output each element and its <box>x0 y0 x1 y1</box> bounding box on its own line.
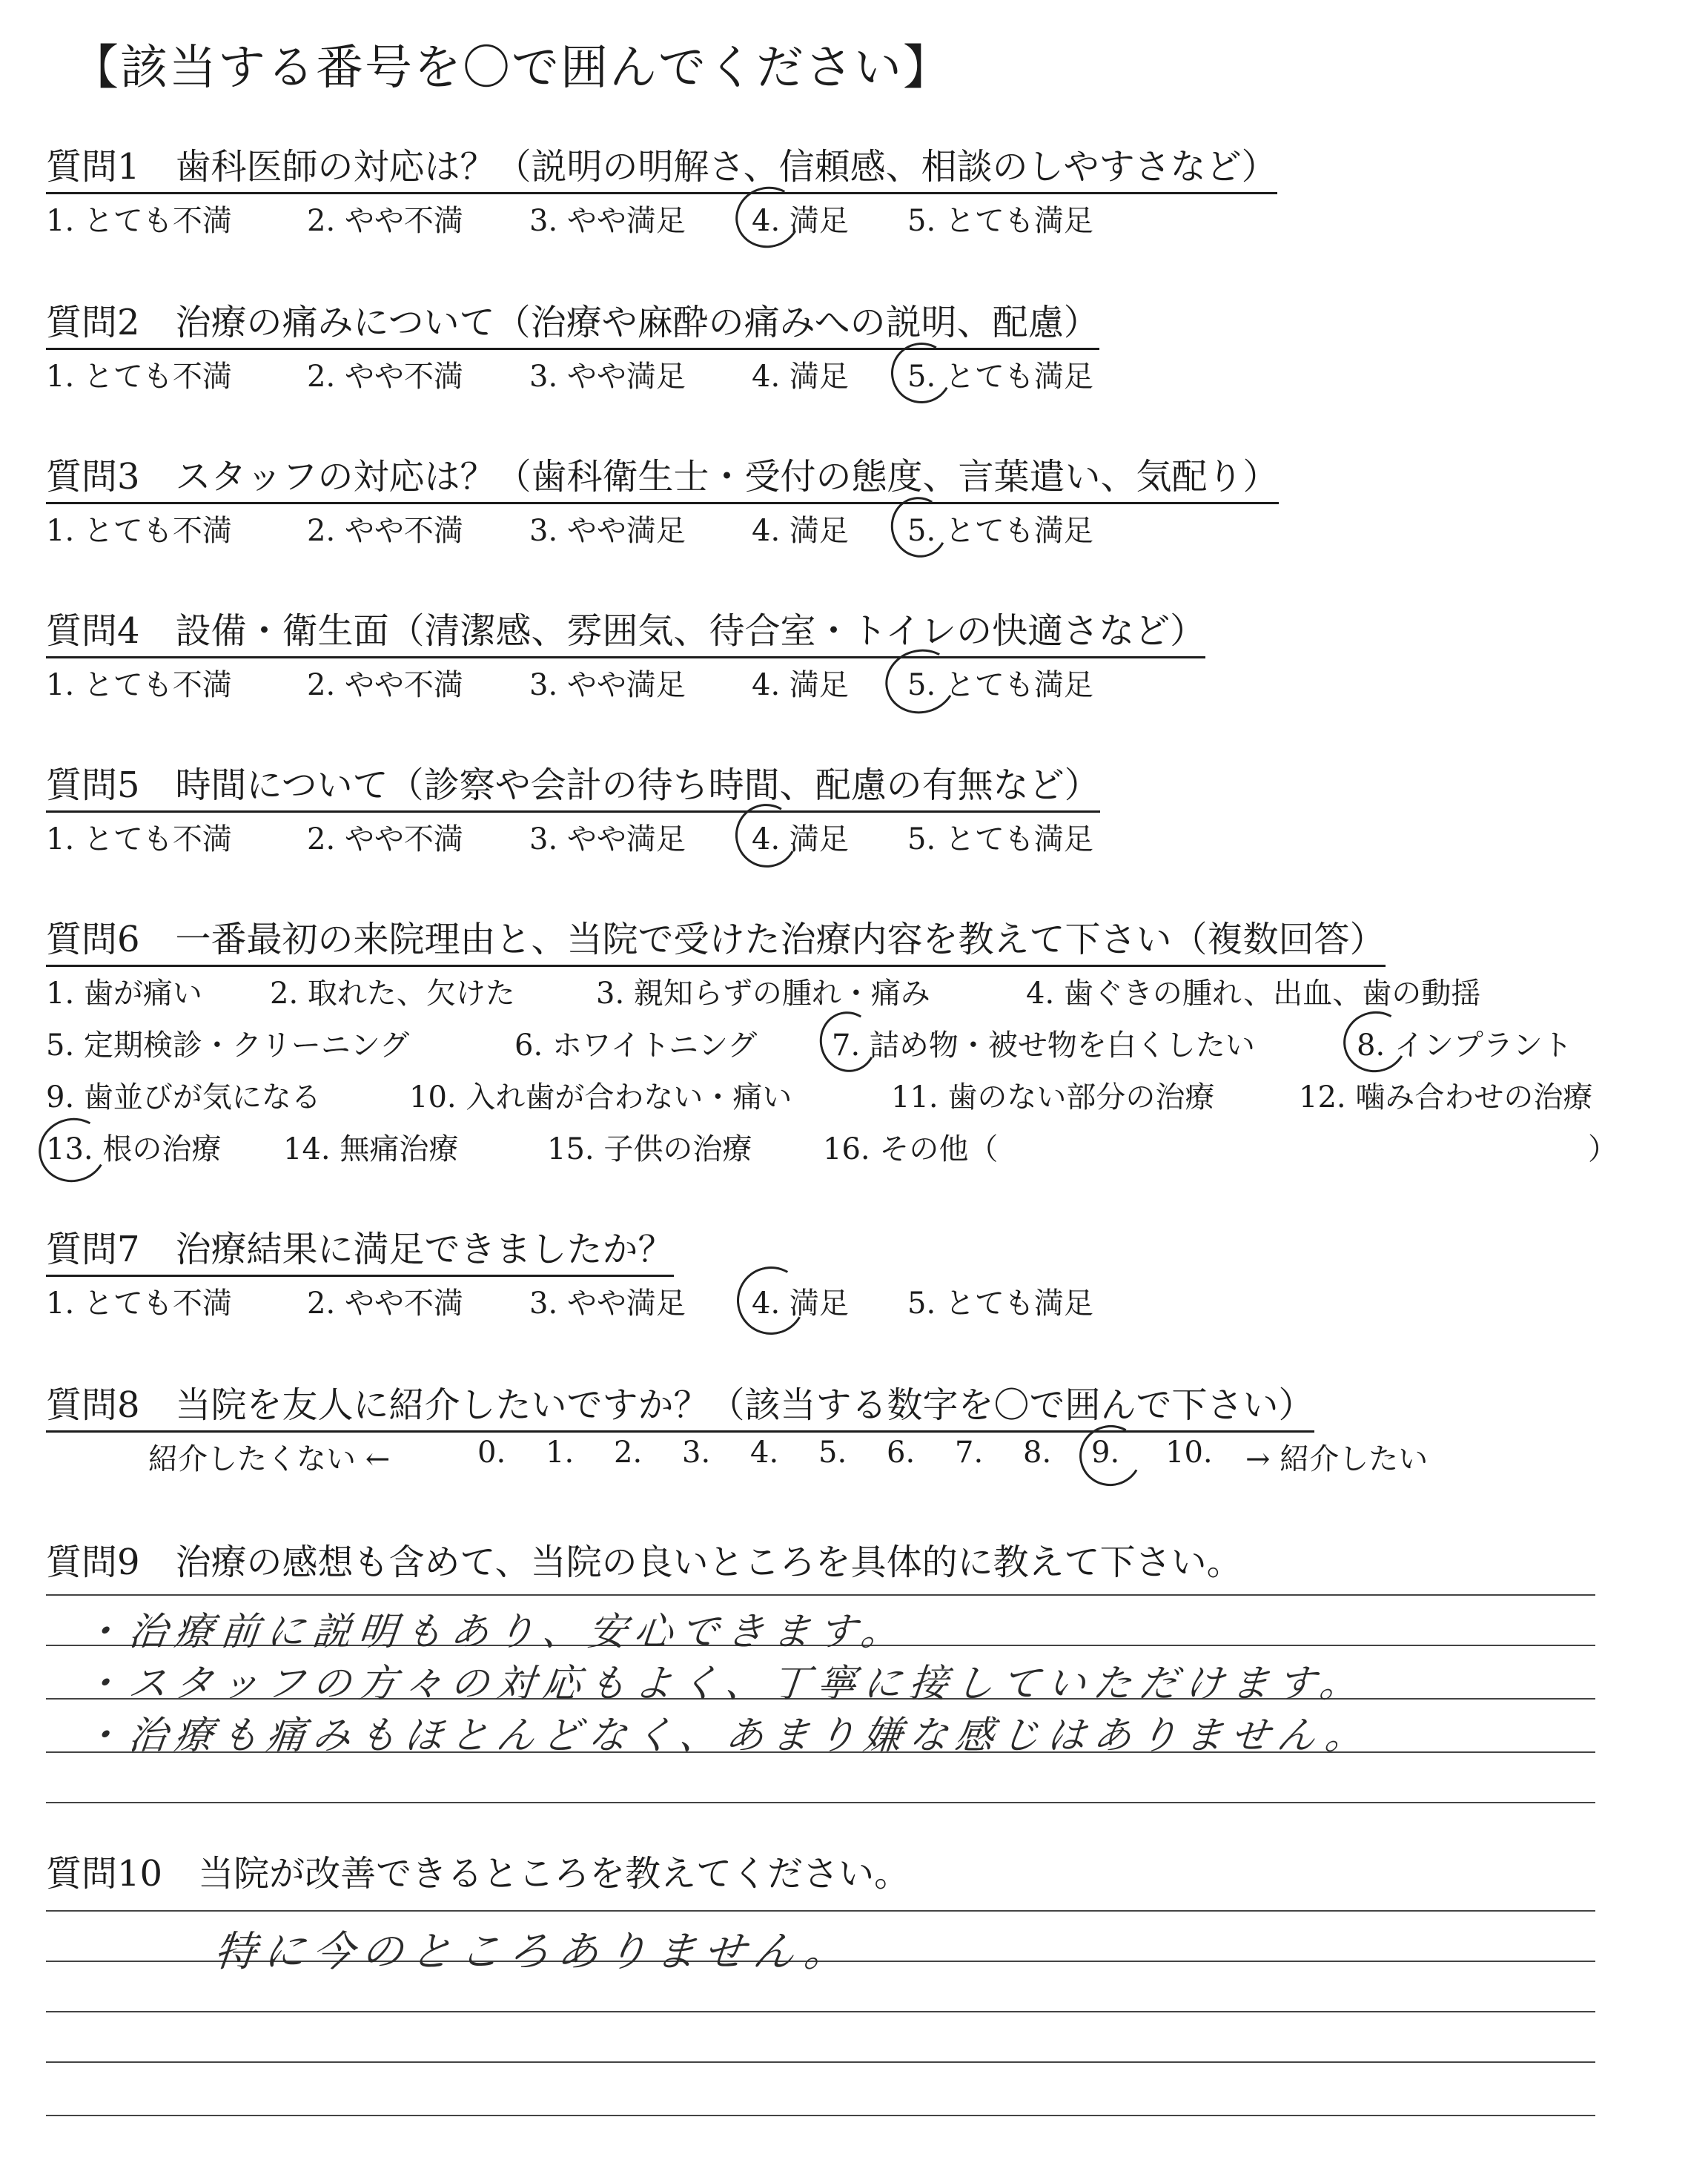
q3-option-4[interactable]: 4. 満足 <box>752 514 849 548</box>
q7-option-4[interactable]: 4. 満足 <box>752 1287 849 1321</box>
q9-answer-line-5 <box>46 1802 1595 1803</box>
q8-score-2[interactable]: 2. <box>614 1436 643 1470</box>
q9-answer-1: ・治療前に説明もあり、安心できます。 <box>80 1610 910 1654</box>
q6-other-close-paren: ） <box>1588 1132 1618 1166</box>
q7-option-1[interactable]: 1. とても不満 <box>46 1287 232 1321</box>
question-8-scale <box>148 1436 1557 1477</box>
q10-answer-line-1 <box>46 1910 1595 1912</box>
question-6-row-1 <box>46 970 1677 1011</box>
q9-answer-3: ・治療も痛みもほとんどなく、あまり嫌な感じはありません。 <box>80 1714 1374 1758</box>
q6-option-7[interactable]: 7. 詰め物・被せ物を白くしたい <box>832 1028 1255 1063</box>
q2-option-5[interactable]: 5. とても満足 <box>907 360 1093 394</box>
q2-option-2[interactable]: 2. やや不満 <box>307 360 463 394</box>
q4-option-3[interactable]: 3. やや満足 <box>529 668 686 702</box>
question-3-options <box>46 507 1677 549</box>
q8-score-9[interactable]: 9. <box>1091 1436 1120 1470</box>
q3-option-3[interactable]: 3. やや満足 <box>529 514 686 548</box>
q8-score-1[interactable]: 1. <box>546 1436 575 1470</box>
q6-option-8[interactable]: 8. インプラント <box>1357 1028 1572 1063</box>
q6-option-11[interactable]: 11. 歯のない部分の治療 <box>891 1080 1215 1114</box>
q6-option-1[interactable]: 1. 歯が痛い <box>46 977 202 1011</box>
q5-option-1[interactable]: 1. とても不満 <box>46 822 232 856</box>
q1-option-4[interactable]: 4. 満足 <box>752 204 849 238</box>
q9-answer-2: ・スタッフの方々の対応もよく、丁寧に接していただけます。 <box>80 1662 1368 1706</box>
question-7-title: 質問7 治療結果に満足できましたか？ <box>46 1221 674 1277</box>
q3-option-2[interactable]: 2. やや不満 <box>307 514 463 548</box>
q6-option-10[interactable]: 10. 入れ歯が合わない・痛い <box>409 1080 792 1114</box>
page-header: 【該当する番号を〇で囲んでください】 <box>71 41 952 96</box>
q10-answer-1: 特に今のところありません。 <box>212 1928 856 1976</box>
question-6-title: 質問6 一番最初の来院理由と、当院で受けた治療内容を教えて下さい（複数回答） <box>46 911 1386 967</box>
q8-score-10[interactable]: 10. <box>1165 1436 1213 1470</box>
question-7-options <box>46 1280 1677 1321</box>
q10-answer-line-4 <box>46 2061 1595 2063</box>
q6-option-6[interactable]: 6. ホワイトニング <box>514 1028 758 1063</box>
cropped-next-question <box>46 2136 1306 2160</box>
question-3-title: 質問3 スタッフの対応は？（歯科衛生士・受付の態度、言葉遣い、気配り） <box>46 448 1279 504</box>
q7-option-2[interactable]: 2. やや不満 <box>307 1287 463 1321</box>
q5-option-4[interactable]: 4. 満足 <box>752 822 849 856</box>
question-5-options <box>46 816 1677 857</box>
q6-answer-circle-7 <box>813 1005 884 1079</box>
question-9-title: 質問9 治療の感想も含めて、当院の良いところを具体的に教えて下さい。 <box>46 1542 1242 1583</box>
q7-option-5[interactable]: 5. とても満足 <box>907 1287 1093 1321</box>
q6-answer-circle-13 <box>31 1111 113 1190</box>
q1-option-3[interactable]: 3. やや満足 <box>529 204 686 238</box>
q1-option-2[interactable]: 2. やや不満 <box>307 204 463 238</box>
q6-option-2[interactable]: 2. 取れた、欠けた <box>270 977 515 1011</box>
q2-option-4[interactable]: 4. 満足 <box>752 360 849 394</box>
q6-option-16[interactable]: 16. その他（ <box>823 1132 999 1166</box>
q2-option-3[interactable]: 3. やや満足 <box>529 360 686 394</box>
q4-option-5[interactable]: 5. とても満足 <box>907 668 1093 702</box>
q9-answer-line-1 <box>46 1594 1595 1596</box>
q6-option-15[interactable]: 15. 子供の治療 <box>547 1132 752 1166</box>
q8-left-label: 紹介したくない ← <box>148 1442 391 1476</box>
q5-option-3[interactable]: 3. やや満足 <box>529 822 686 856</box>
q8-score-5[interactable]: 5. <box>818 1436 847 1470</box>
question-2-options <box>46 353 1677 394</box>
question-8-title: 質問8 当院を友人に紹介したいですか？（該当する数字を〇で囲んで下さい） <box>46 1376 1314 1433</box>
q1-option-1[interactable]: 1. とても不満 <box>46 204 232 238</box>
q6-option-5[interactable]: 5. 定期検診・クリーニング <box>46 1028 410 1063</box>
q6-option-9[interactable]: 9. 歯並びが気になる <box>46 1080 321 1114</box>
q1-option-5[interactable]: 5. とても満足 <box>907 204 1093 238</box>
question-4-title: 質問4 設備・衛生面（清潔感、雰囲気、待合室・トイレの快適さなど） <box>46 602 1205 658</box>
q8-score-0[interactable]: 0. <box>477 1436 506 1470</box>
q4-option-1[interactable]: 1. とても不満 <box>46 668 232 702</box>
question-5-title: 質問5 時間について（診察や会計の待ち時間、配慮の有無など） <box>46 756 1100 813</box>
q2-option-1[interactable]: 1. とても不満 <box>46 360 232 394</box>
question-6-row-3 <box>46 1074 1677 1115</box>
q7-answer-circle <box>729 1259 813 1343</box>
q8-score-3[interactable]: 3. <box>682 1436 711 1470</box>
q6-option-13[interactable]: 13. 根の治療 <box>46 1132 222 1166</box>
q5-option-5[interactable]: 5. とても満足 <box>907 822 1093 856</box>
q7-option-3[interactable]: 3. やや満足 <box>529 1287 686 1321</box>
q3-option-5[interactable]: 5. とても満足 <box>907 514 1093 548</box>
q6-option-3[interactable]: 3. 親知らずの腫れ・痛み <box>596 977 930 1011</box>
q8-score-7[interactable]: 7. <box>955 1436 984 1470</box>
q6-option-14[interactable]: 14. 無痛治療 <box>283 1132 459 1166</box>
question-6-row-4 <box>46 1126 1677 1167</box>
question-1-options <box>46 197 1677 239</box>
question-10-title: 質問10 当院が改善できるところを教えてください。 <box>46 1853 910 1895</box>
q4-option-2[interactable]: 2. やや不満 <box>307 668 463 702</box>
q6-option-12[interactable]: 12. 噛み合わせの治療 <box>1299 1080 1593 1114</box>
q3-option-1[interactable]: 1. とても不満 <box>46 514 232 548</box>
q6-option-4[interactable]: 4. 歯ぐきの腫れ、出血、歯の動揺 <box>1026 977 1481 1011</box>
q8-score-6[interactable]: 6. <box>887 1436 916 1470</box>
q8-score-4[interactable]: 4. <box>750 1436 779 1470</box>
q6-answer-circle-8 <box>1337 1004 1414 1079</box>
q10-answer-line-5 <box>46 2115 1595 2116</box>
q8-score-8[interactable]: 8. <box>1023 1436 1052 1470</box>
question-2-title: 質問2 治療の痛みについて（治療や麻酔の痛みへの説明、配慮） <box>46 294 1099 350</box>
question-1-title: 質問1 歯科医師の対応は？（説明の明解さ、信頼感、相談のしやすさなど） <box>46 138 1277 194</box>
q10-answer-line-3 <box>46 2011 1595 2012</box>
question-6-row-2 <box>46 1022 1677 1063</box>
q8-right-label: → 紹介したい <box>1245 1442 1429 1476</box>
q4-option-4[interactable]: 4. 満足 <box>752 668 849 702</box>
question-4-options <box>46 661 1677 703</box>
q5-option-2[interactable]: 2. やや不満 <box>307 822 463 856</box>
